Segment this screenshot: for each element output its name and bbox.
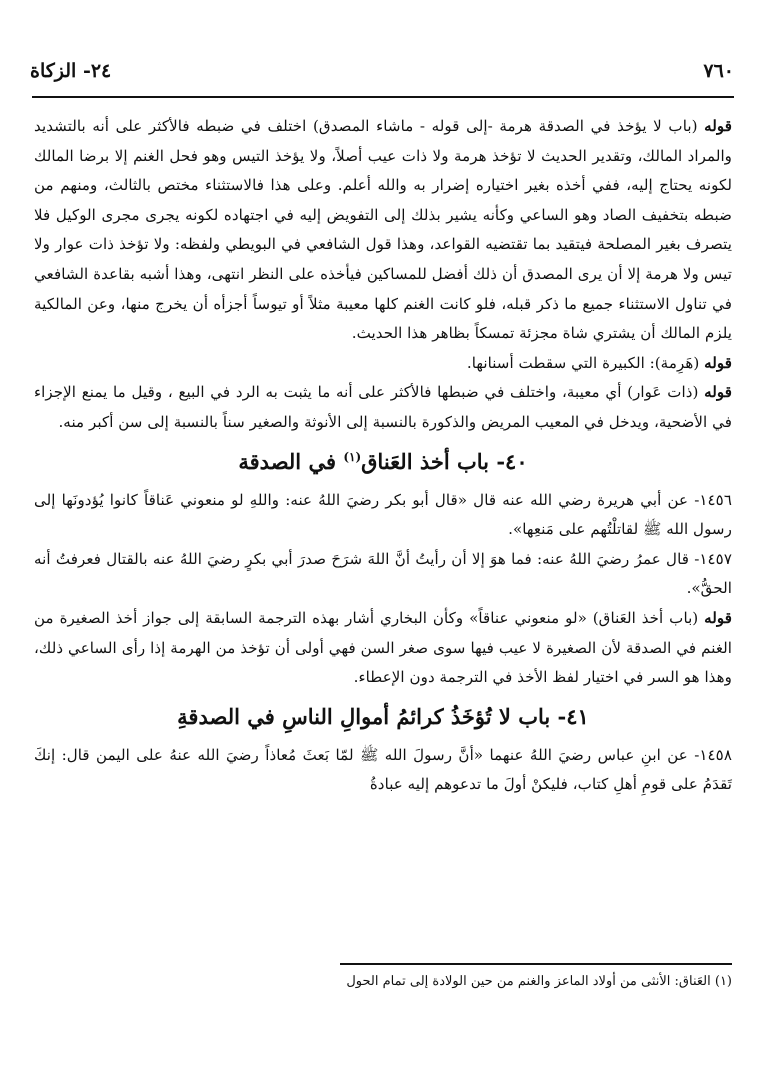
- paragraph-text: (باب أخذ العَناق) «لو منعوني عناقاً» وكأن البخاري أشار بهذه الترجمة السابقة إلى جواز أخذ الصغيرة من الغنم في الصدقة لأن الصغيرة لا عيب فيها سوى صغر السن فهي أولى أن تؤخذ من الهرمة إذا رأى الساعي ذلك، وهذا هو السر في اختيار لفظ الأخذ في الترجمة دون الإعطاء.: [34, 608, 732, 687]
- qawl-label: قوله: [704, 117, 732, 135]
- qawl-label: قوله: [704, 608, 732, 627]
- paragraph-text: (هَرِمة): الكبيرة التي سقطت أسنانها.: [466, 353, 705, 372]
- main-text: [34, 112, 732, 800]
- paragraph-text: (باب لا يؤخذ في الصدقة هرمة -إلى قوله - ماشاء المصدق) اختلف في ضبطه فالأكثر على أنه بالتشديد والمراد المالك، وتقدير الحديث لا تؤخذ هرمة ولا ذات عيب أصلاً، ولا يؤخذ التيس وهو فحل الغنم إلا برضا المالك لكونه يحتاج إليه، ففي أخذه بغير اختياره إضرار به والله أعلم. وعلى هذا فالاستثناء مختص بالثالث، ومنهم من ضبطه بتخفيف الصاد وهو الساعي وكأنه يشير بذلك إلى التفويض إليه في اجتهاده لكونه يجرى مجرى الوكيل فلا يتصرف بغير المصلحة فيتقيد بما تقتضيه القواعد، وهذا قول الشافعي في البويطي ولفظه: ولا تؤخذ ذات عوار ولا تيس ولا هرمة إلا أن يرى المصدق أن ذلك أفضل للمساكين فيأخذه على النظر انتهى، وهذا أشبه بقاعدة الشافعي في تناول الاستثناء جميع ما ذكر قبله، فلو كانت الغنم كلها معيبة مثلاً أو تيوساً أجزأه أن يخرج منها، وعن المالكية يلزم المالك أن يشتري شاة مجزئة تمسكاً بظاهر هذا الحديث.: [34, 117, 732, 343]
- qawl-label: قوله: [704, 383, 732, 402]
- heading-text-tail: في الصدقة: [238, 448, 344, 474]
- page-header: [30, 58, 734, 92]
- qawl-label: قوله: [704, 353, 732, 372]
- running-title: ٢٤- الزكاة: [30, 60, 112, 82]
- commentary-paragraph: [34, 349, 732, 379]
- chapter-heading-41: ٤١- باب لا تُؤخَذُ كرائمُ أموالِ الناسِ في الصدقةِ: [177, 703, 589, 729]
- hadith-1456: ١٤٥٦- عن أبي هريرة رضي الله عنه قال «قال أبو بكر رضيَ اللهُ عنه: واللهِ لو منعوني عَناقاً كانوا يُؤدونَها إلى رسول الله ﷺ لقاتلْتُهم على مَنعِها».: [34, 490, 732, 539]
- footnote-marker: (١): [343, 449, 362, 464]
- hadith-1457: ١٤٥٧- قال عمرُ رضيَ اللهُ عنه: فما هوَ إلا أن رأيتُ أنَّ اللهَ شرَحَ صدرَ أبي بكرٍ رضيَ اللهُ عنه بالقتال فعرفتُ أنه الحقُّ».: [34, 549, 732, 598]
- commentary-paragraph: [34, 378, 732, 437]
- footnote-rule: [340, 963, 732, 965]
- page-number: ٧٦٠: [703, 60, 734, 82]
- paragraph-text: (ذات عَوار) أي معيبة، واختلف في ضبطها فالأكثر على أنه ما يثبت به الرد في البيع ، وقيل ما يمنع الإجزاء في الأضحية، ويدخل في المعيب المريض والذكورة بالنسبة إلى الأنوثة والصغير سناً بالنسبة إلى سن أكبر منه.: [34, 383, 732, 431]
- heading-text: ٤٠- باب أخذ العَناق: [361, 448, 528, 474]
- commentary-paragraph: [34, 604, 732, 693]
- chapter-heading-40: [34, 440, 732, 484]
- hadith-1458: ١٤٥٨- عن ابنِ عباس رضيَ اللهُ عنهما «أنَّ رسولَ الله ﷺ لمّا بَعثَ مُعاذاً رضيَ الله عنهُ على اليمن قال: إنكَ تَقدَمُ على قومِ أهلِ كتاب، فليكنْ أولَ ما تدعوهم إليه عبادةُ: [34, 745, 732, 794]
- footnote: (١) العَناق: الأنثى من أولاد الماعز والغنم من حين الولادة إلى تمام الحول: [346, 974, 732, 989]
- commentary-paragraph: [34, 112, 732, 349]
- header-rule: [32, 96, 734, 98]
